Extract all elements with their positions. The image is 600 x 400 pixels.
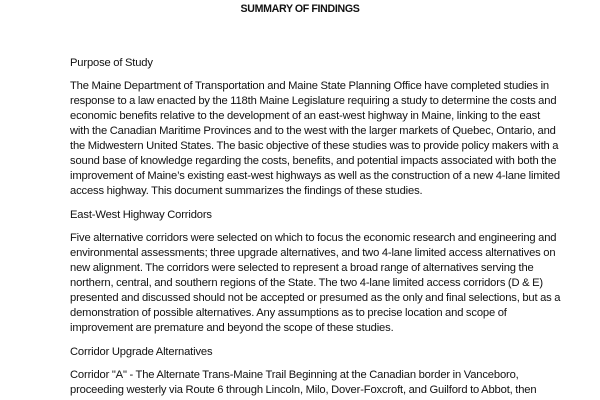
section-paragraph — [70, 79, 560, 199]
section-paragraph — [70, 231, 561, 336]
section-heading: Corridor Upgrade Alternatives — [70, 346, 213, 358]
paragraph-line: economic benefits relative to the development of an east-west highway in Maine, linking to the east — [70, 110, 541, 122]
paragraph-line: improvement are premature and beyond the scope of these studies. — [70, 322, 394, 334]
document-title: SUMMARY OF FINDINGS — [240, 3, 360, 15]
paragraph-line: The Maine Department of Transportation and Maine State Planning Office have completed studies in — [70, 80, 550, 92]
paragraph-line: Five alternative corridors were selected on which to focus the economic research and engineering and — [70, 232, 557, 244]
paragraph-line: the Midwestern United States. The basic objective of these studies was to provide policy makers with a — [70, 140, 559, 152]
paragraph-line: with the Canadian Maritime Provinces and to the west with the larger markets of Quebec, Ontario, and — [70, 125, 556, 137]
paragraph-line: access highway. This document summarizes the findings of these studies. — [70, 185, 423, 197]
paragraph-line: response to a law enacted by the 118th Maine Legislature requiring a study to determine the costs and — [70, 95, 557, 107]
paragraph-line: new alignment. The corridors were selected to represent a broad range of alternatives serving the — [70, 262, 534, 274]
section-east-west-highway-corridors — [70, 208, 561, 345]
paragraph-line: improvement of Maine’s existing east-west highways as well as the construction of a new 4-lane limited — [70, 170, 560, 182]
section-purpose-of-study — [70, 56, 560, 208]
paragraph-line: proceeding westerly via Route 6 through Lincoln, Milo, Dover-Foxcroft, and Guilford to Abbot, then — [70, 384, 537, 396]
paragraph-line: presented and discussed should not be accepted or presumed as the only and final selections, but as a — [70, 292, 561, 304]
paragraph-line: Corridor "A" - The Alternate Trans-Maine Trail Beginning at the Canadian border in Vanceboro, — [70, 369, 519, 381]
section-heading: Purpose of Study — [70, 57, 153, 69]
section-paragraph — [70, 368, 540, 398]
paragraph-line: demonstration of possible alternatives. Any assumptions as to precise location and scope of — [70, 307, 507, 319]
document-body — [70, 56, 561, 398]
section-heading: East-West Highway Corridors — [70, 209, 212, 221]
paragraph-line: environmental assessments; three upgrade alternatives, and two 4-lane limited access alternatives on — [70, 247, 556, 259]
section-corridor-upgrade-alternatives — [70, 345, 540, 398]
paragraph-line: northern, central, and southern regions of the State. The two 4-lane limited access corridors (D & E) — [70, 277, 543, 289]
paragraph-line: sound base of knowledge regarding the costs, benefits, and potential impacts associated with both the — [70, 155, 557, 167]
